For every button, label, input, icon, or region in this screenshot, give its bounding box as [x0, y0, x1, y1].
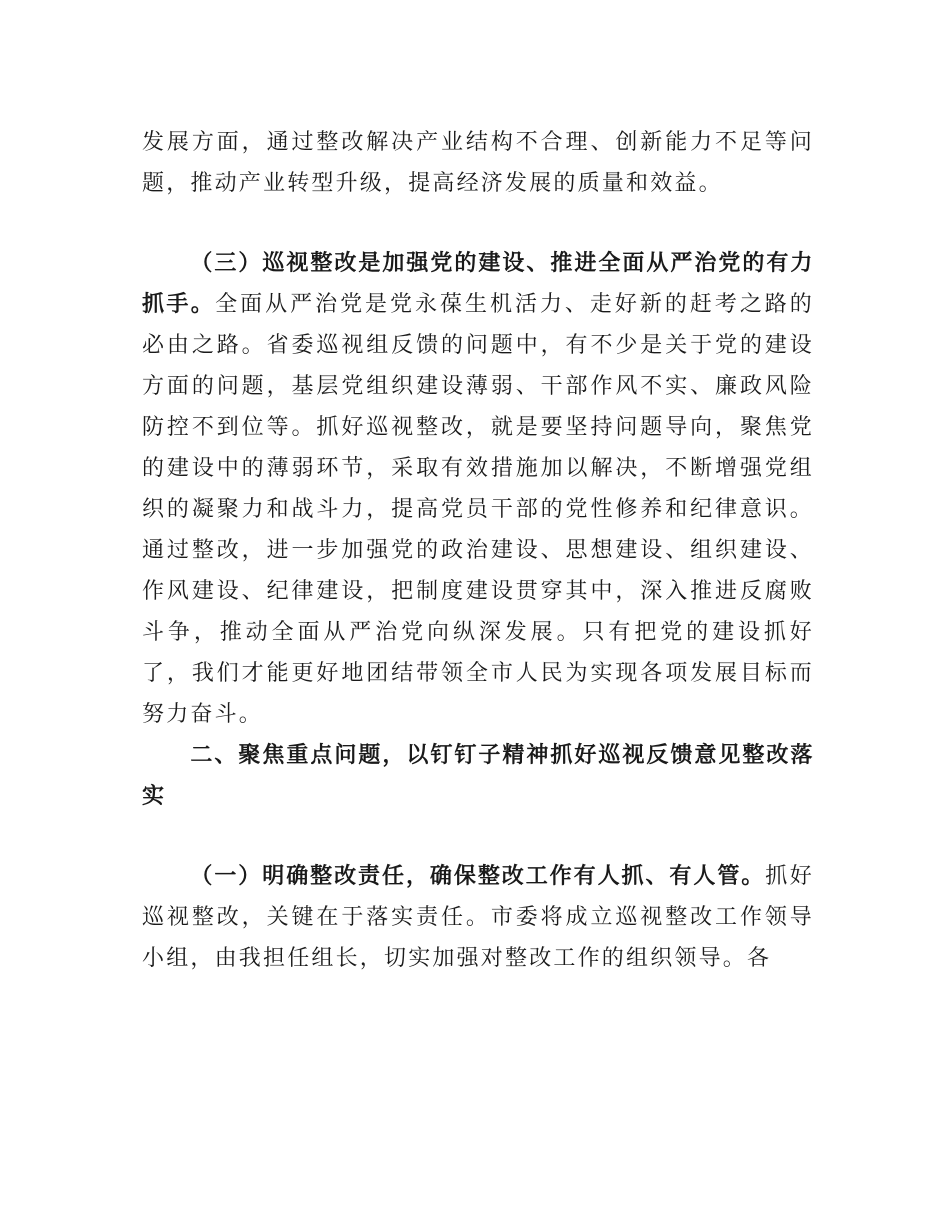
subsection-1-body: 抓好巡视整改，关键在于落实责任。市委将成立巡视整改工作领导小组，由我担任组长，切实加强对整改工作的组织领导。各 — [142, 864, 815, 971]
paragraph-subsection-1 — [142, 856, 814, 979]
section-3-heading: （三）巡视整改是加强党的建设、推进全面从严治党的有力抓手。 — [142, 251, 814, 317]
paragraph-continuation: 发展方面，通过整改解决产业结构不合理、创新能力不足等问题，推动产业转型升级，提高经济发展的质量和效益。 — [142, 130, 814, 196]
document-body — [142, 122, 814, 979]
subsection-1-heading: （一）明确整改责任，确保整改工作有人抓、有人管。 — [190, 864, 766, 889]
paragraph-section-3 — [142, 243, 814, 735]
section-two-title: 二、聚焦重点问题，以钉钉子精神抓好巡视反馈意见整改落实 — [142, 743, 814, 809]
section-3-body: 全面从严治党是党永葆生机活力、走好新的赶考之路的必由之路。省委巡视组反馈的问题中，有不少是关于党的建设方面的问题，基层党组织建设薄弱、干部作风不实、廉政风险防控不到位等。抓好巡视整改，就是要坚持问题导向，聚焦党的建设中的薄弱环节，采取有效措施加以解决，不断增强党组织的凝聚力和战斗力，提高党员干部的党性修养和纪律意识。通过整改，进一步加强党的政治建设、思想建设、组织建设、作风建设、纪律建设，把制度建设贯穿其中，深入推进反腐败斗争，推动全面从严治党向纵深发展。只有把党的建设抓好了，我们才能更好地团结带领全市人民为实现各项发展目标而努力奋斗。 — [142, 292, 814, 727]
